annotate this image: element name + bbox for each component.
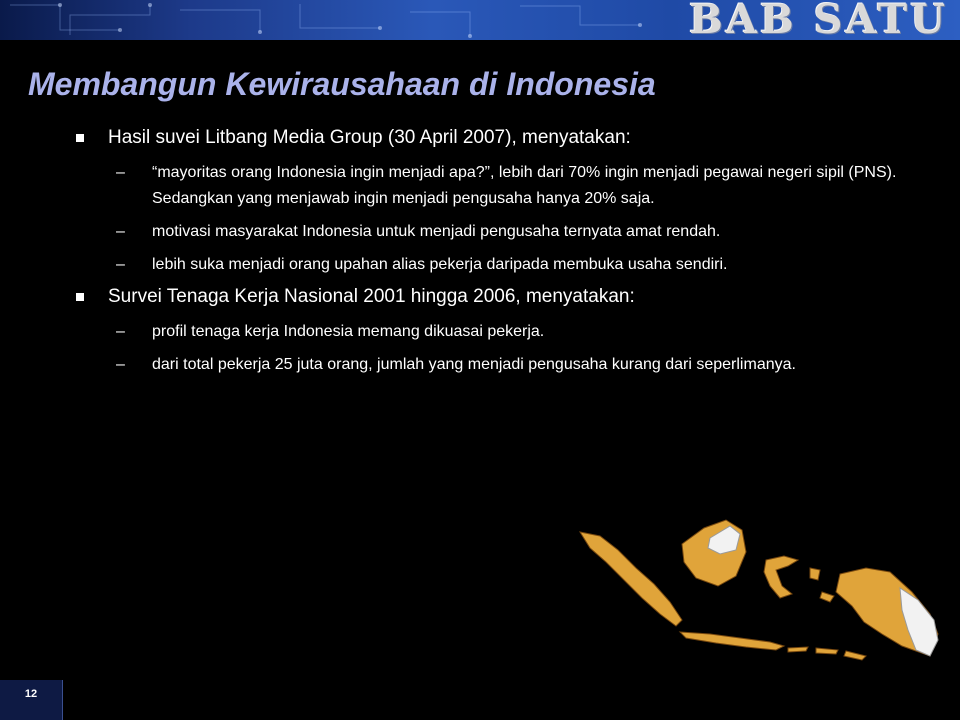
slide-number: 12 (24, 688, 38, 700)
sub-bullet-item (72, 160, 942, 212)
bullet-item (72, 285, 942, 309)
bullet-list (72, 126, 942, 385)
sub-bullet-text: profil tenaga kerja Indonesia memang dikuasai pekerja. (152, 323, 545, 340)
header-banner (0, 0, 960, 40)
sub-bullet-item (72, 352, 942, 378)
sub-bullet-item (72, 319, 942, 345)
sub-bullet-text: motivasi masyarakat Indonesia untuk menjadi pengusaha ternyata amat rendah. (152, 223, 721, 240)
sub-bullet-text: “mayoritas orang Indonesia ingin menjadi apa?”, lebih dari 70% ingin menjadi pegawai negeri sipil (PNS). Sedangkan yang menjawab ingin menjadi pengusaha hanya 20% saja. (152, 164, 897, 207)
dash-bullet: – (116, 256, 125, 273)
square-bullet-icon (76, 293, 84, 301)
sub-bullet-item (72, 219, 942, 245)
sub-bullet-item (72, 252, 942, 278)
dash-bullet: – (116, 323, 125, 340)
square-bullet-icon (76, 134, 84, 142)
sub-bullet-text: lebih suka menjadi orang upahan alias pekerja daripada membuka usaha sendiri. (152, 256, 728, 273)
bullet-text: Hasil suvei Litbang Media Group (30 April 2007), menyatakan: (108, 127, 631, 148)
slide-number-box (0, 680, 63, 720)
slide-title: Membangun Kewirausahaan di Indonesia (28, 66, 656, 102)
indonesia-map-image (570, 510, 950, 670)
dash-bullet: – (116, 164, 125, 181)
bullet-text: Survei Tenaga Kerja Nasional 2001 hingga 2006, menyatakan: (108, 286, 635, 307)
sub-bullet-text: dari total pekerja 25 juta orang, jumlah yang menjadi pengusaha kurang dari seperlimanya. (152, 356, 796, 373)
bullet-item (72, 126, 942, 150)
dash-bullet: – (116, 223, 125, 240)
chapter-label: BAB SATU (689, 0, 948, 40)
dash-bullet: – (116, 356, 125, 373)
